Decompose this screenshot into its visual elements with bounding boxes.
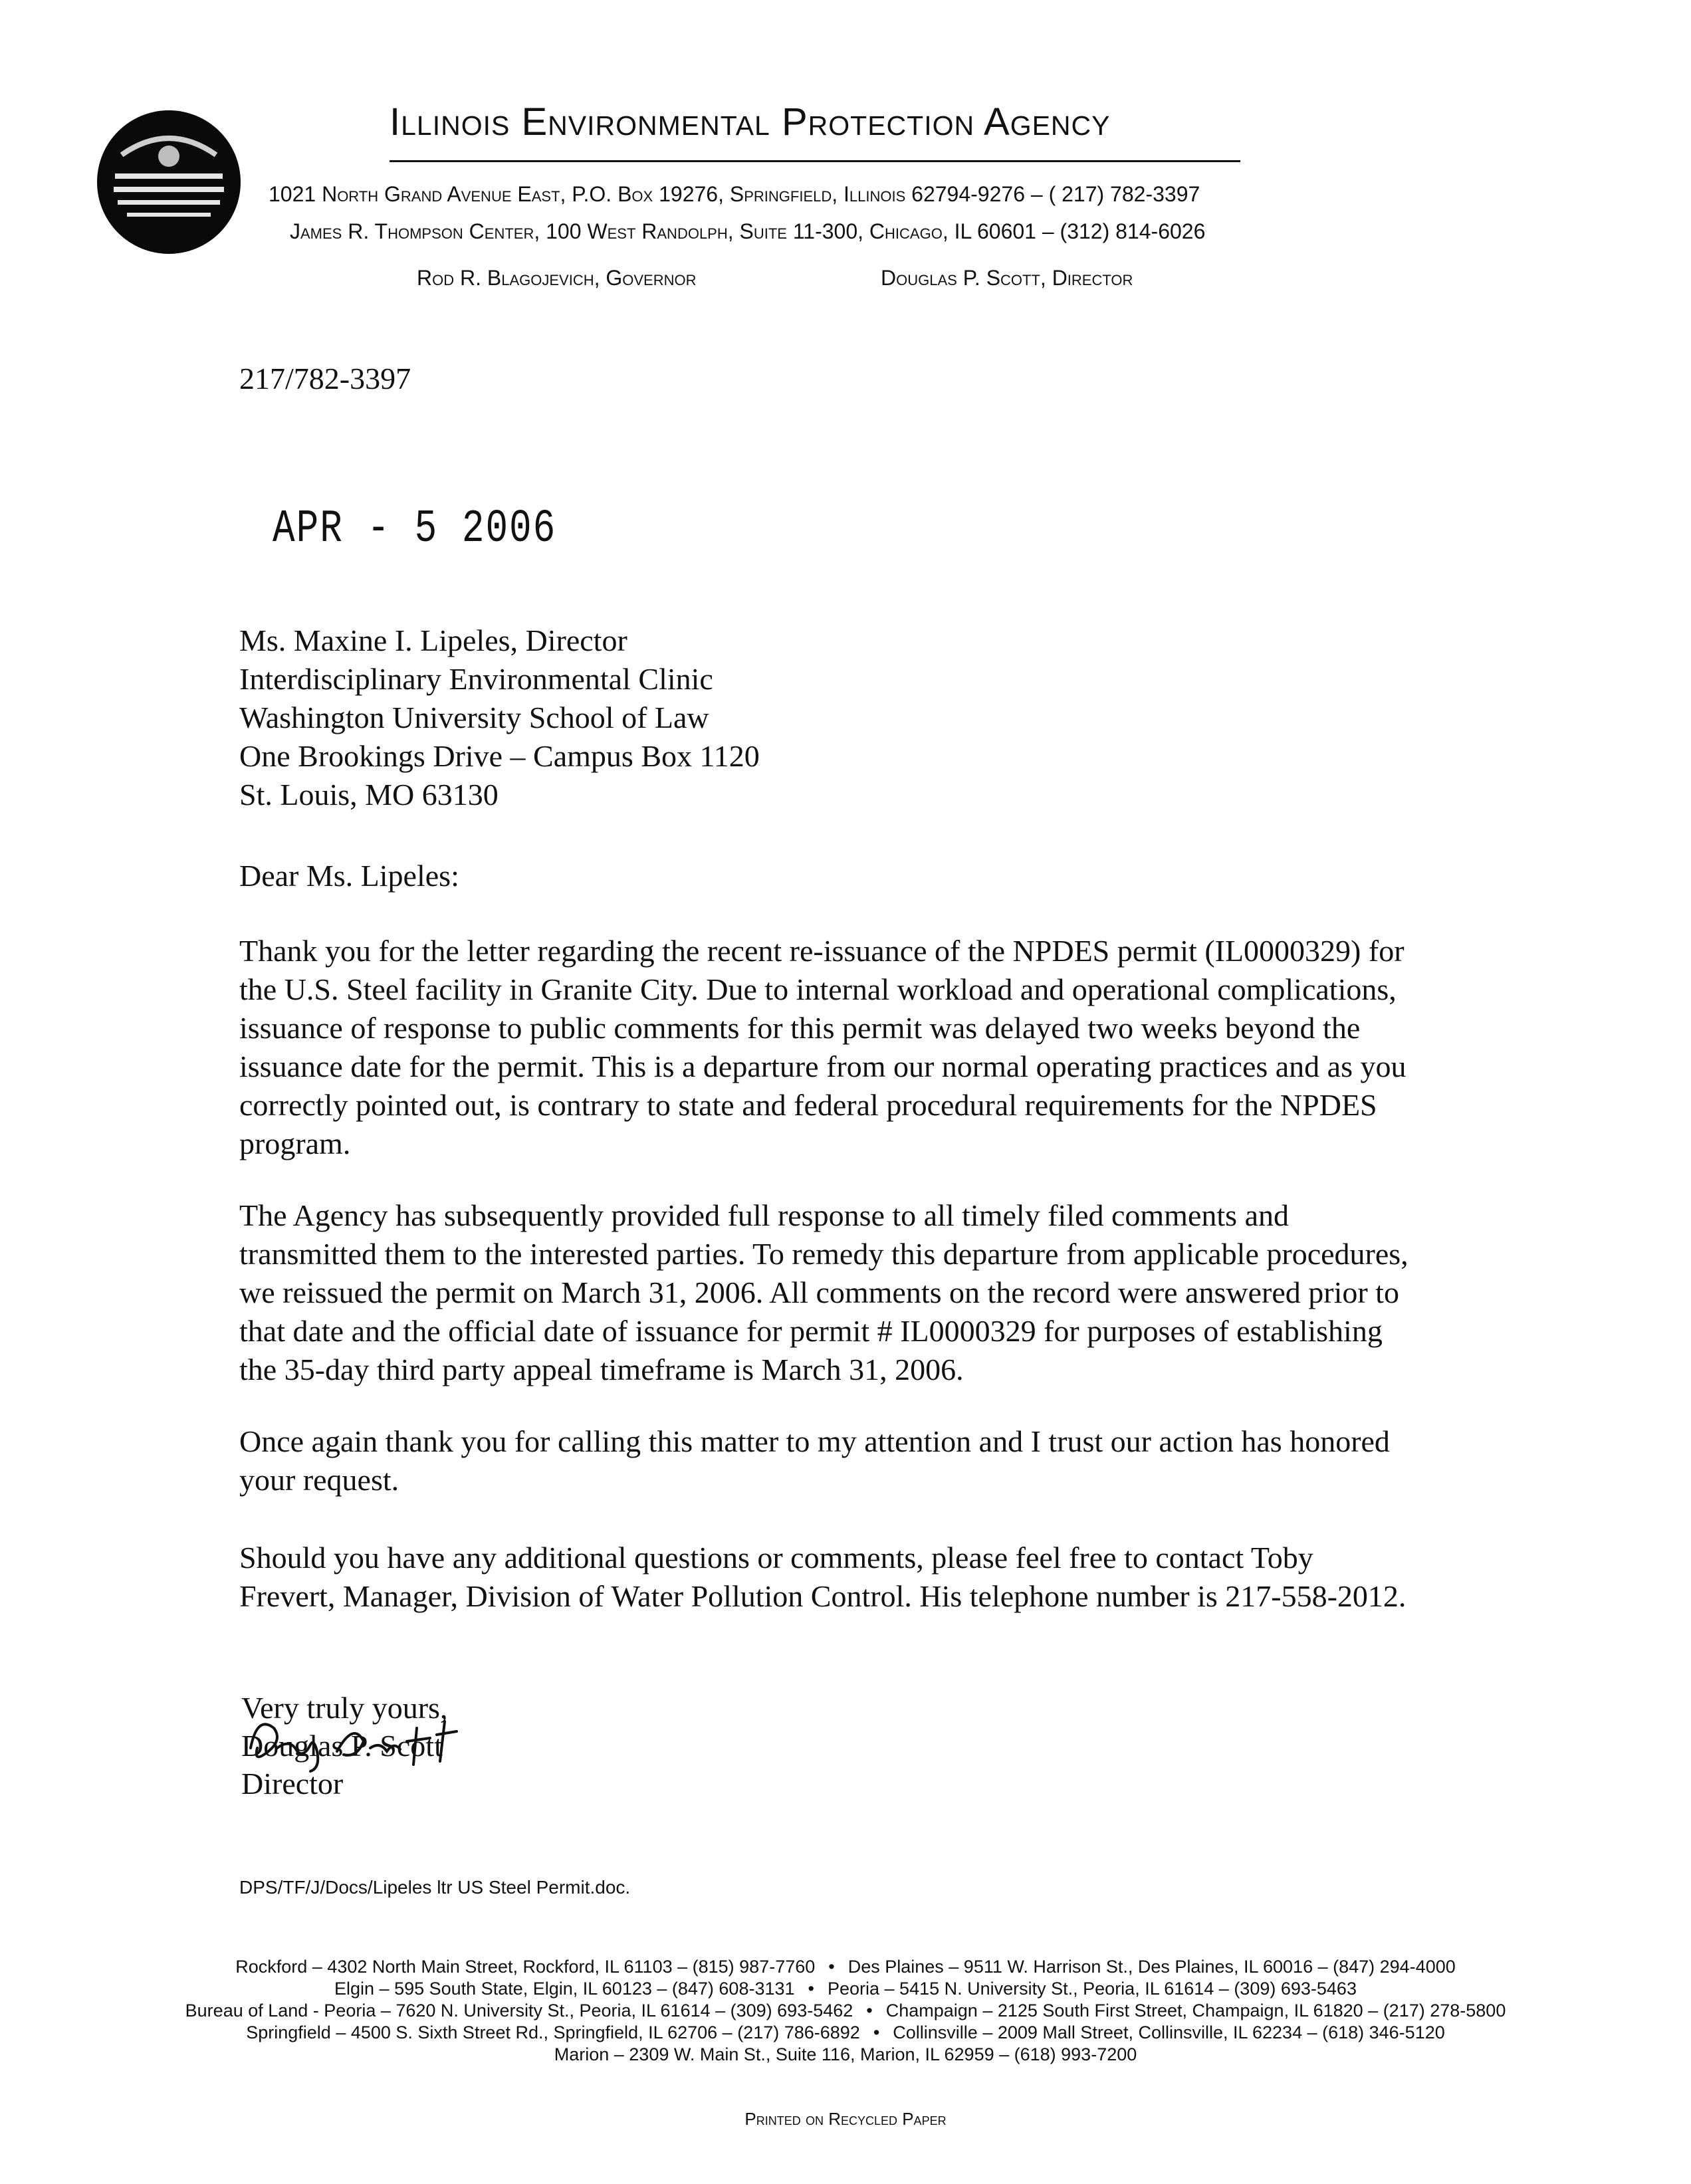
agency-name: Illinois Environmental Protection Agency: [390, 100, 1111, 144]
bullet: •: [866, 2001, 873, 2020]
closing: Very truly yours,: [241, 1691, 448, 1725]
agency-seal-logo: [95, 108, 243, 256]
address-chicago: James R. Thompson Center, 100 West Randolph, Suite 11-300, Chicago, IL 60601 – (312) 814-6026: [290, 219, 1206, 243]
addressee-line: Ms. Maxine I. Lipeles, Director: [239, 623, 627, 657]
addressee-line: One Brookings Drive – Campus Box 1120: [239, 739, 760, 773]
office-bureau-of-land-peoria: Bureau of Land - Peoria – 7620 N. University St., Peoria, IL 61614 – (309) 693-5462: [185, 2001, 853, 2020]
office-line: [0, 1956, 1691, 1978]
addressee-line: Washington University School of Law: [239, 701, 709, 734]
signer-name: Douglas P. Scott: [241, 1729, 443, 1763]
bullet: •: [808, 1979, 814, 1999]
header-rule: [390, 160, 1240, 162]
office-springfield: Springfield – 4500 S. Sixth Street Rd., Springfield, IL 62706 – (217) 786-6892: [246, 2022, 860, 2042]
recycled-paper-note: Printed on Recycled Paper: [744, 2109, 947, 2129]
director-name: Douglas P. Scott, Director: [881, 266, 1133, 290]
date-stamp: APR - 5 2006: [273, 502, 557, 555]
addressee-block: [239, 621, 760, 814]
office-line: [0, 2022, 1691, 2044]
salutation: Dear Ms. Lipeles:: [239, 859, 459, 893]
office-rockford: Rockford – 4302 North Main Street, Rockford, IL 61103 – (815) 987-7760: [235, 1957, 816, 1977]
document-reference: DPS/TF/J/Docs/Lipeles ltr US Steel Permit.doc.: [239, 1877, 631, 1898]
bullet: •: [873, 2022, 880, 2042]
body-paragraph: Thank you for the letter regarding the recent re-issuance of the NPDES permit (IL0000329) for the U.S. Steel facility in Granite City. Due to internal workload and operational complications, issuance of response to public comments for this permit was delayed two weeks beyond the issuance date for the permit. This is a departure from our normal operating practices and as you correctly pointed out, is contrary to state and federal procedural requirements for the NPDES program.: [239, 934, 1407, 1160]
office-collinsville: Collinsville – 2009 Mall Street, Collinsville, IL 62234 – (618) 346-5120: [893, 2022, 1445, 2042]
office-line: [0, 1978, 1691, 2000]
office-peoria: Peoria – 5415 N. University St., Peoria, IL 61614 – (309) 693-5463: [827, 1979, 1357, 1999]
office-line: [0, 2000, 1691, 2022]
bullet: •: [828, 1957, 835, 1977]
office-elgin: Elgin – 595 South State, Elgin, IL 60123 – (847) 608-3131: [334, 1979, 795, 1999]
address-springfield: 1021 North Grand Avenue East, P.O. Box 19276, Springfield, Illinois 62794-9276 – ( 217) 782-3397: [269, 182, 1200, 206]
office-champaign: Champaign – 2125 South First Street, Champaign, IL 61820 – (217) 278-5800: [885, 2001, 1506, 2020]
body-paragraph: Should you have any additional questions or comments, please feel free to contact Toby Frevert, Manager, Division of Water Pollution Control. His telephone number is 217-558-2012.: [239, 1541, 1407, 1613]
phone-number: 217/782-3397: [239, 362, 411, 395]
body-paragraph: The Agency has subsequently provided full response to all timely filed comments and transmitted them to the interested parties. To remedy this departure from applicable procedures, we reissued the permit on March 31, 2006. All comments on the record were answered prior to that date and the official date of issuance for permit # IL0000329 for purposes of establishing the 35-day third party appeal timeframe is March 31, 2006.: [239, 1198, 1409, 1386]
addressee-line: St. Louis, MO 63130: [239, 778, 499, 812]
office-line: [0, 2044, 1691, 2066]
office-marion: Marion – 2309 W. Main St., Suite 116, Marion, IL 62959 – (618) 993-7200: [554, 2044, 1137, 2064]
office-des-plaines: Des Plaines – 9511 W. Harrison St., Des Plaines, IL 60016 – (847) 294-4000: [847, 1957, 1456, 1977]
addressee-line: Interdisciplinary Environmental Clinic: [239, 662, 713, 696]
body-paragraph: Once again thank you for calling this matter to my attention and I trust our action has honored your request.: [239, 1424, 1390, 1497]
office-list: [0, 1956, 1691, 2066]
governor-name: Rod R. Blagojevich, Governor: [417, 266, 697, 290]
signer-title: Director: [241, 1767, 344, 1801]
